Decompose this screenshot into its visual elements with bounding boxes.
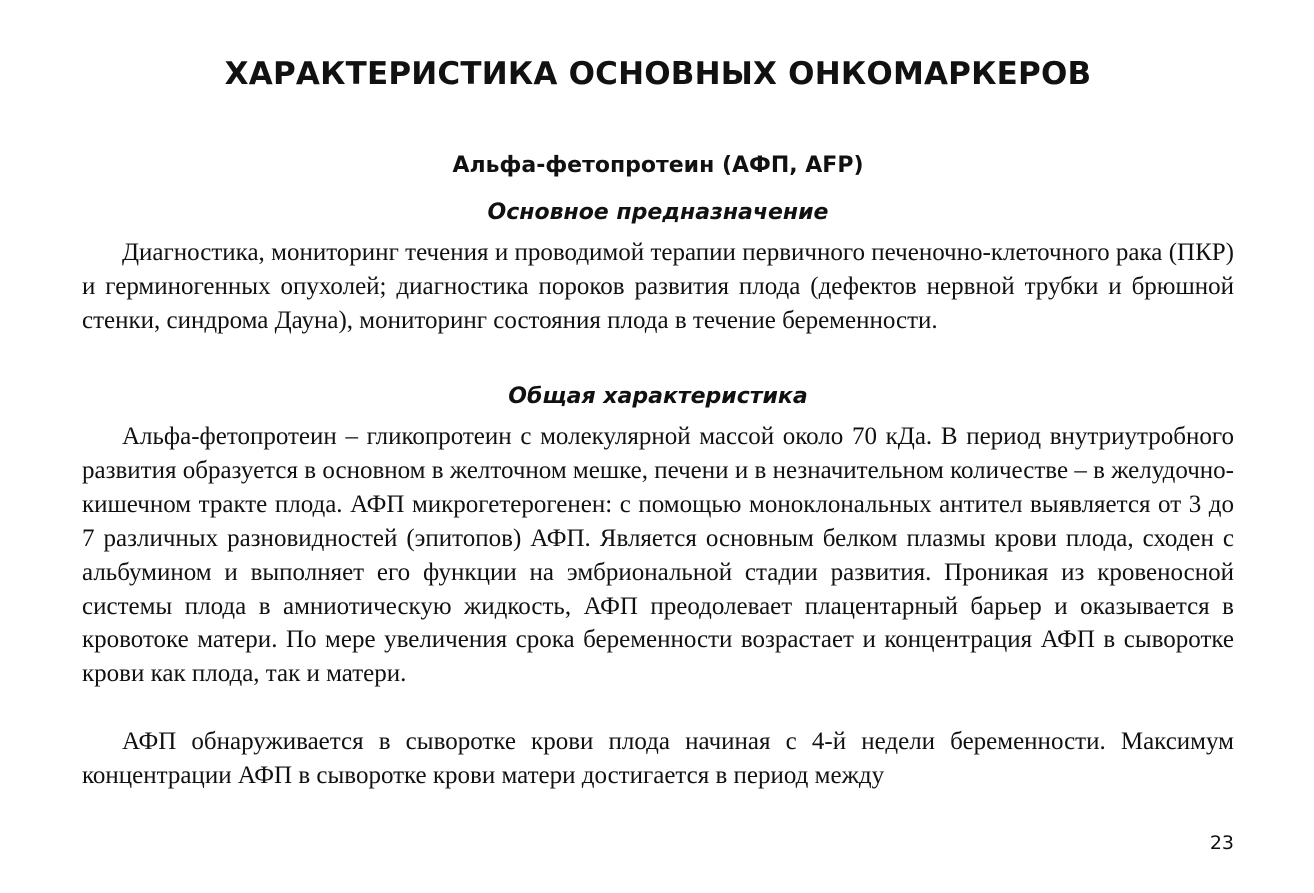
document-page [82, 0, 1234, 893]
subheading-general: Общая характеристика [508, 384, 808, 409]
section-title: Альфа-фетопротеин (АФП, AFP) [452, 153, 864, 178]
paragraph-purpose: Диагностика, мониторинг течения и проводимой терапии первичного печеночно-клеточного рака (ПКР) и герминогенных опухолей; диагностика пороков развития плода (дефектов нервной трубки и брюшной стенки, синдрома Дауна), мониторинг состояния плода в течение беременности. [82, 239, 1234, 334]
paragraph-detection: АФП обнаруживается в сыворотке крови плода начиная с 4-й недели беременности. Максимум концентрации АФП в сыворотке крови матери достигается в период между [82, 728, 1234, 789]
paragraph-general: Альфа-фетопротеин – гликопротеин с молекулярной массой около 70 кДа. В период внутриутробного развития образуется в основном в желточном мешке, печени и в незначительном количестве – в желудочно-кишечном тракте плода. АФП микрогетерогенен: с помощью моноклональных антител выявляется от 3 до 7 различных разновидностей (эпитопов) АФП. Является основным белком плазмы крови плода, сходен с альбумином и выполняет его функции на эмбриональной стадии развития. Проникая из кровеносной системы плода в амниотическую жидкость, АФП преодолевает плацентарный барьер и оказывается в кровотоке матери. По мере увеличения срока беременности возрастает и концентрация АФП в сыворотке крови как плода, так и матери. [82, 423, 1234, 688]
document-title: ХАРАКТЕРИСТИКА ОСНОВНЫХ ОНКОМАРКЕРОВ [224, 56, 1092, 92]
subheading-purpose: Основное предназначение [487, 200, 829, 225]
page-number: 23 [1209, 832, 1234, 854]
